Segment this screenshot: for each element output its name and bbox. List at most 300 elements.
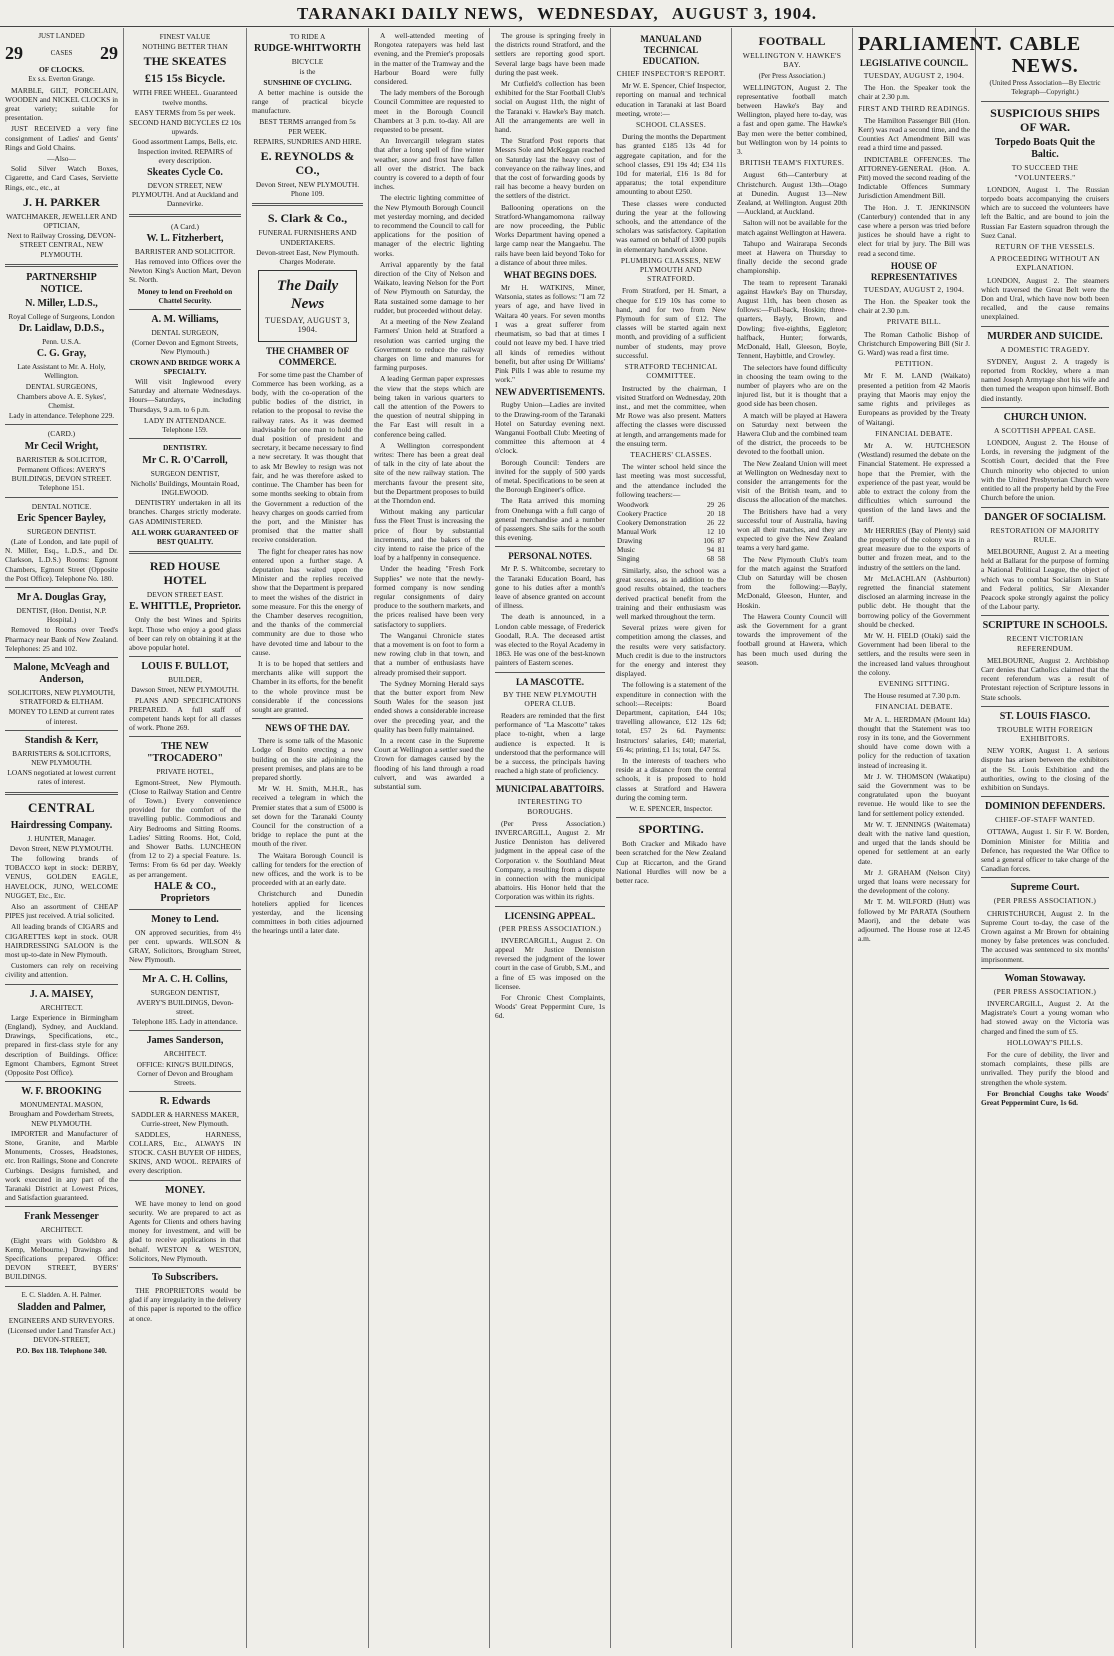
subscribers-body: THE PROPRIETORS would be glad if any irregularity in the delivery of this paper is reported to the office at once. xyxy=(129,1286,241,1323)
clark-address: Devon-street East, New Plymouth. Charges Moderate. xyxy=(256,247,359,267)
finest-value: FINEST VALUE xyxy=(159,32,211,41)
news-paragraph: For the cure of debility, the liver and stomach complaints, these pills are unrivalled. They purify the blood and strengthen the whole system. xyxy=(981,1050,1109,1087)
abattoirs-heading: MUNICIPAL ABATTOIRS. xyxy=(495,784,605,795)
news-paragraph: The New Plymouth Club's team for the match against the Stratford Club on Saturday will be chosen from the following:—Bayly, McDonald, Gleeson, Hunter, and Hoskin. xyxy=(737,554,847,610)
news-paragraph: MELBOURNE, August 2. At a meeting held at Ballarat for the purpose of forming a National Political League, the object of which was to combat Socialism in State and Federal politics, Sir Alexander Peacock spoke strongly against the policy of the Labour party. xyxy=(981,546,1109,612)
news-paragraph: The Britishers have had a very successful tour of Australia, having won all their matches, and they are expected to give the New Zealand teams a very hard game. xyxy=(737,506,847,553)
technical-subheading: CHIEF INSPECTOR'S REPORT. xyxy=(616,69,726,78)
divider xyxy=(981,615,1109,616)
private-bill-heading: PRIVATE BILL. xyxy=(886,317,942,327)
news-paragraph: At a meeting of the New Zealand Farmers' Union held at Stratford a resolution was carried urging the Government to reduce the railway charges on lime and manures for farming purposes. xyxy=(374,317,484,373)
divider xyxy=(129,1030,241,1031)
news-paragraph: For Bronchial Coughs take Woods' Great Peppermint Cure, 1s 6d. xyxy=(981,1088,1109,1108)
divider xyxy=(129,909,241,910)
sladden-role: ENGINEERS AND SURVEYORS. xyxy=(8,1315,115,1325)
dentistry-heading: DENTISTRY. xyxy=(162,443,208,453)
columns xyxy=(0,28,1114,1648)
cable-news-sub: (United Press Association—By Electric Telegraph—Copyright.) xyxy=(989,79,1101,97)
news-heading: NEWS OF THE DAY. xyxy=(265,723,350,734)
divider xyxy=(5,1286,118,1287)
divider xyxy=(129,309,241,310)
council-heading: LEGISLATIVE COUNCIL. xyxy=(859,58,969,68)
news-paragraph: August 6th—Canterbury at Christchurch. August 13th—Otago at Dunedin. August 13—New Zealand, at Wellington. August 20th—Auckland, at Auckland. xyxy=(737,170,847,217)
bullot-name: LOUIS F. BULLOT, xyxy=(141,661,229,673)
divider xyxy=(495,546,605,547)
column-2 xyxy=(124,28,247,1648)
clark-role: FUNERAL FURNISHERS AND UNDERTAKERS. xyxy=(258,228,357,247)
divider xyxy=(129,214,241,217)
news-paragraph: A Wellington correspondent writes: There has been a great deal of talk in the city of late about the site of the new railway station. The merchants favour the present site, but the Department proposes to build at the Thorndon end. xyxy=(374,440,484,505)
divider xyxy=(5,984,118,985)
gray-sub: Late Assistant to Mr. A. Holy, Wellington. xyxy=(17,362,106,381)
roll-cell: 26 xyxy=(706,518,715,527)
divider xyxy=(129,438,241,439)
money-body: ON approved securities, from 4½ per cent. upwards. WILSON & GRAY, Solicitors, Brougham Street, New Plymouth. xyxy=(129,927,241,965)
news-paragraph: A match will be played at Hawera on Saturday next between the Hawera Club and the combined team of the district, the proceeds to be devoted to the football union. xyxy=(737,410,847,457)
news-paragraph: LONDON, August 2. The House of Lords, in reversing the judgment of the Scottish Court, decided that the Free Church minority who objected to union with the United Presbyterian Church were entitled to all the property held by the Free Church before the union. xyxy=(981,438,1109,503)
divider xyxy=(252,718,363,719)
edwards-name: R. Edwards xyxy=(159,1096,211,1108)
news-paragraph: Salton will not be available for the match against Wellington at Hawera. xyxy=(737,218,847,237)
news-paragraph: INVERCARGILL, August 2. At the Magistrate's Court a young woman who had stowed away on the Victoria was charged and fined the sum of £5. xyxy=(981,999,1109,1036)
news-paragraph: In the interests of teachers who reside at a distance from the central schools, it is proposed to hold classes at Stratford and Hawera during the coming term. xyxy=(616,756,726,802)
spencer-role: SURGEON DENTIST. xyxy=(27,526,96,536)
news-paragraph: Tahupo and Wairarapa Seconds meet at Hawera on Thursday to finally decide the second grade championship. xyxy=(737,238,847,276)
news-paragraph: Rugby Union—Ladies are invited to the Drawing-room of the Taranaki Hotel on Saturday evening next. Wanganui Football Club: Meeting of committee this afternoon at 4 o'clock. xyxy=(495,400,605,456)
news-paragraph: Mr McLACHLAN (Ashburton) regretted the financial statement disclosed an alarming increase in the public debt. He thought that the borrowing policy of the Government should be checked. xyxy=(858,573,970,629)
whittle-body: Only the best Wines and Spirits kept. Those who enjoy a good glass of beer can rely on obtaining it at the above popular hotel. xyxy=(129,615,241,652)
news-paragraph: LONDON, August 1. The Russian torpedo boats accompanying the cruisers which are to succeed the volunteers have left the Baltic, and are bound to join the Russian Far Eastern squadron through the Suez Canal. xyxy=(981,184,1109,240)
inspector-signature: W. E. SPENCER, Inspector. xyxy=(629,804,713,814)
subscribers-heading: To Subscribers. xyxy=(151,1272,219,1284)
abattoirs-subheading: INTERESTING TO BOROUGHS. xyxy=(517,797,583,816)
malone-role: SOLICITORS, NEW PLYMOUTH, STRATFORD & ELTHAM. xyxy=(8,687,115,707)
financial2-heading: FINANCIAL DEBATE. xyxy=(875,702,953,712)
cable-news-heading: CABLE NEWS. xyxy=(1009,33,1081,77)
sladden-box: P.O. Box 118. Telephone 340. xyxy=(16,1345,107,1355)
mascotte-subheading: BY THE NEW PLYMOUTH OPERA CLUB. xyxy=(503,689,597,708)
trocadero-name: THE NEW "TROCADERO" xyxy=(146,741,224,765)
church-subheading: A SCOTTISH APPEAL CASE. xyxy=(993,425,1097,435)
collins-address: AVERY'S BUILDINGS, Devon-street. xyxy=(136,997,234,1017)
news-paragraph: Mr J. GRAHAM (Nelson City) urged that loans were necessary for the development of the colony. xyxy=(858,867,970,896)
williams-name: A. M. Williams, xyxy=(151,314,219,326)
average-cell: 18 xyxy=(717,509,725,518)
suspicious-heading: SUSPICIOUS SHIPS OF WAR. xyxy=(990,106,1100,135)
column-4 xyxy=(369,28,490,1648)
return-subheading: A PROCEEDING WITHOUT AN EXPLANATION. xyxy=(989,254,1101,273)
news-paragraph: The team to represent Taranaki against Hawke's Bay on Thursday, August 11th, has been chosen as follows:—Full-back, Hoskin; three-quarters, Bayly, Brown, and Dowling; five-eighths, Eggleton; halfback, Hunter; forwards, McDonald, Hall, Gleeson, Boyle, Tennent, Haybittle, and Crowley. xyxy=(737,277,847,361)
news-paragraph: Mr W. H. FIELD (Otaki) said the Government had been liberal to the settlers, and the results were seen in the increased land values throughout the colony. xyxy=(858,630,970,677)
licensing-heading: LICENSING APPEAL. xyxy=(504,910,596,921)
personal-heading: PERSONAL NOTES. xyxy=(508,551,592,562)
skeates-address: DEVON STREET, NEW PLYMOUTH. And at Auckland and Dannevirke. xyxy=(131,181,239,209)
rudge-ride: TO RIDE A xyxy=(289,32,326,41)
maisey-body: Large Experience in Birmingham (England), Sydney, and Auckland. Drawings, Specifications, etc., prepared in first-class style for any description of Buildings. Office: Egmont Chambers, Egmont Street (Opposite Post Office). xyxy=(5,1012,118,1078)
skeates-heading: THE SKEATES xyxy=(143,54,227,69)
collins-telephone: Telephone 185. Lady in attendance. xyxy=(132,1017,238,1027)
whittle-name: E. WHITTLE, Proprietor. xyxy=(129,601,241,613)
news-paragraph: INVERCARGILL, August 2. On appeal Mr Justice Denniston reversed the judgment of the lower court in the case of Grubb, S.M., and a fine of £5 was imposed on the licensee. xyxy=(495,935,605,991)
holloway-heading: HOLLOWAY'S PILLS. xyxy=(1006,1037,1084,1047)
murder-subheading: A DOMESTIC TRAGEDY. xyxy=(1000,344,1090,354)
central-body4: Customers can rely on receiving civility and attention. xyxy=(5,961,118,980)
dominion-subheading: CHIEF-OF-STAFF WANTED. xyxy=(994,815,1096,825)
news-paragraph: Borough Council: Tenders are invited for the supply of 500 yards of metal. Specifications to be seen at the Borough Engineer's office. xyxy=(495,457,605,495)
news-paragraph: Mr Cutfield's collection has been exhibited for the Star Football Club's social on August 11th, the night of the Taranaki v. Hawke's Bay match. All the arrangements are well in hand. xyxy=(495,79,605,135)
news-paragraph: For Chronic Chest Complaints, Woods' Great Peppermint Cure, 1s 6d. xyxy=(495,993,605,1021)
rudge-bicycle: BICYCLE xyxy=(291,57,324,67)
clock-left-number: 29 xyxy=(5,43,23,64)
malone-name: Malone, McVeagh and Anderson, xyxy=(13,661,110,685)
daily-news-logo: The Daily News xyxy=(276,278,339,313)
divider xyxy=(5,424,118,425)
news-paragraph: A leading German paper expresses the view that the steps which are being taken in various quarters to call the attention of the Powers to the question of neutral shipping in the Far East will result in a conference being called. xyxy=(374,374,484,439)
dental-telephone: Lady in attendance. Telephone 229. xyxy=(8,411,115,421)
central-body3: All leading brands of CIGARS and CIGARETTES kept in stock. OUR HAIRDRESSING SALOON is the most up-to-date in New Plymouth. xyxy=(5,922,118,959)
news-paragraph: Without making any particular fuss the Fleet Trust is increasing the price of flour by substantial increments, and the bakers of the city intend to raise the price of the loaf by a halfpenny in consequence. xyxy=(374,507,484,563)
council-date: TUESDAY, AUGUST 2, 1904. xyxy=(863,71,965,80)
roll-cell: 106 xyxy=(703,536,715,545)
maisey-name: J. A. MAISEY, xyxy=(29,988,94,1000)
news-paragraph: CHRISTCHURCH, August 2. In the Supreme Court to-day, the case of the Crown against a Mr Brown for obtaining money by false pretences was concluded. The accused was sentenced to six months' imprisonment. xyxy=(981,908,1109,964)
leader-paragraph: For some time past the Chamber of Commerce has been working, as a body, with the co-operation of the public bodies of the district, in relation to the proposal to revise the railway rates. As it was deemed inadvisable for one man to hold the dual position of president and secretary, it became necessary to find a new secretary. It was thought that to ask Mr Bewley to resign was not fair, and he was therefore asked to continue. The Chamber has been for some months seeking to obtain from the Government a reduction of the heavy charges on goods carried from the port, and the Minister has promised that the matter shall receive consideration. xyxy=(252,369,363,545)
divider xyxy=(981,326,1109,327)
divider xyxy=(5,1081,118,1082)
news-paragraph: Mr A. L. HERDMAN (Mount Ida) thought that the Statement was too rosy in its tone, and the Government should have come down with a policy for the reduction of taxation instead of increasing it. xyxy=(858,714,970,770)
financial-heading: FINANCIAL DEBATE. xyxy=(875,428,953,438)
divider xyxy=(129,1180,241,1181)
news-paragraph: Mr P. S. Whitcombe, secretary to the Taranaki Education Board, has gone to his duties after a month's leave of absence granted on account of illness. xyxy=(495,564,605,611)
news-paragraph: Mr A. W. HUTCHESON (Westland) resumed the debate on the Financial Statement. He expressed a hope that the Premier, with the experience of the past year, would be able to extract the colony from the difficulties which surround the question of the land laws and the tariff. xyxy=(858,440,970,524)
house-heading: HOUSE OF REPRESENTATIVES xyxy=(870,260,958,282)
roll-cell: 94 xyxy=(706,545,715,554)
reynolds-name: E. REYNOLDS & CO., xyxy=(260,149,355,178)
evening-heading: EVENING SITTING. xyxy=(878,678,950,688)
class-cell: Drawing xyxy=(617,536,643,545)
news-paragraph: Similarly, also, the school was a great success, as in addition to the good results obtained, the teachers derived practical benefit from the training and their enthusiasm was well marked throughout the term. xyxy=(616,565,726,621)
skeates-price: £15 15s Bicycle. xyxy=(144,71,226,86)
sladden-name: Sladden and Palmer, xyxy=(17,1301,106,1313)
divider xyxy=(981,407,1109,408)
brooking-body: IMPORTER and Manufacturer of Stone, Granite, and Marble Monuments, Crosses, Headstones, etc. Iron Railings, Stone and Concrete Curbings. Designs furnished, and work executed in any part of the Taranaki District at Lowest Prices, and Satisfaction guaranteed. xyxy=(5,1128,118,1203)
douglas-name: Mr A. Douglas Gray, xyxy=(17,591,106,603)
divider xyxy=(5,587,118,588)
central-body2: Also an assortment of CHEAP PIPES just received. A trial solicited. xyxy=(5,901,118,921)
daily-news-logo-box xyxy=(258,270,357,341)
clock-top: JUST LANDED xyxy=(38,32,85,40)
news-paragraph: A well-attended meeting of Rongotea ratepayers was held last evening, and the Premier's proposals in the matter of the Tramway and the Harbour Board were fully considered. xyxy=(374,31,484,87)
dental-address: Chambers above A. E. Sykes', Chemist. xyxy=(17,391,106,411)
average-cell: 22 xyxy=(717,518,725,527)
news-paragraph: The death is announced, in a London cable message, of Frederick Goodall, R.A. The deceased artist was elected to the Royal Academy in 1863. He was one of the best-known painters of Eastern scenes. xyxy=(495,612,605,668)
divider xyxy=(5,264,118,267)
news-paragraph: MELBOURNE, August 2. Archbishop Carr denies that Catholics claimed that the recent referendum was a result of Protestant rejection of Scripture lessons in State schools. xyxy=(981,655,1109,702)
dominion-heading: DOMINION DEFENDERS. xyxy=(984,801,1105,813)
divider xyxy=(981,877,1109,878)
fitzherbert-role: BARRISTER AND SOLICITOR. xyxy=(134,246,236,256)
edwards-body: SADDLES, HARNESS, COLLARS, Etc., ALWAYS IN STOCK. CASH BUYER OF HIDES, SKINS, AND WOOL. REPAIRS of every description. xyxy=(129,1129,241,1176)
central-manager: J. HUNTER, Manager. xyxy=(27,833,96,843)
news-paragraph: WELLINGTON, August 2. The representative football match between Hawke's Bay and Wellington, played here to-day, was a fast and open game. The Hawke's Bay men were the better combined, but Wellington won by 14 points to 3. xyxy=(737,82,847,157)
divider xyxy=(616,817,726,818)
news-paragraph: Under the heading "Fresh Fork Supplies" we note that the newly-formed company is now sending regular consignments of dairy produce to the southern markets, and the prices realised have been very satisfactory to suppliers. xyxy=(374,564,484,629)
news-paragraph: There is some talk of the Masonic Lodge of Bonito erecting a new building on the site adjoining the present premises, and plans are to be prepared shortly. xyxy=(252,736,363,782)
wright-address: Permanent Offices: AVERY'S BUILDINGS, DEVON STREET. Telephone 151. xyxy=(11,464,112,493)
standish-name: Standish & Kerr, xyxy=(24,734,99,746)
divider xyxy=(981,706,1109,707)
succeed-heading: TO SUCCEED THE "VOLUNTEERS." xyxy=(1011,163,1079,182)
news-paragraph: The Sydney Morning Herald says that the butter export from New South Wales for the season just ended shows a considerable increase over the preceding year, and the quality has been fully maintained. xyxy=(374,678,484,734)
news-paragraph: The Wanganui Chronicle states that a movement is on foot to form a new rowing club in that town, and that a number of enthusiasts have already promised their support. xyxy=(374,630,484,677)
plumbing-heading: PLUMBING CLASSES, NEW PLYMOUTH AND STRATFORD. xyxy=(620,255,722,284)
divider xyxy=(129,969,241,970)
maisey-role: ARCHITECT. xyxy=(40,1002,83,1012)
parliament-heading: PARLIAMENT. xyxy=(858,33,1003,55)
news-paragraph: SYDNEY, August 2. A tragedy is reported from Rockley, where a man named Joseph Armytage shot his wife and then turned the weapon upon himself. Both died instantly. xyxy=(981,356,1109,403)
danger-subheading: RESTORATION OF MAJORITY RULE. xyxy=(990,525,1100,544)
miller-sub: Royal College of Surgeons, London xyxy=(8,311,115,321)
licensing-subheading: (PER PRESS ASSOCIATION.) xyxy=(498,923,602,933)
reynolds-address: Devon Street, NEW PLYMOUTH. Phone 109. xyxy=(255,180,360,199)
class-cell: Manual Work xyxy=(617,527,657,536)
news-paragraph: Mr W. T. JENNINGS (Waitemata) dealt with the native land question, and urged that the lands should be opened for settlement at an early date. xyxy=(858,819,970,866)
news-paragraph: Mr H. WATKINS, Miner, Watsonia, states as follows: "I am 72 years of age, and have lived in Waitara 40 years. For seven months I was a great sufferer from rheumatism, so bad that at times I could not leave my bed. I have tried all kinds of remedies without benefit, but after using Dr Williams' Pink Pills I was able to resume my work." xyxy=(495,283,605,385)
money2-heading: MONEY. xyxy=(165,1184,205,1196)
masthead-day: WEDNESDAY, xyxy=(537,4,659,23)
masthead xyxy=(0,4,1114,27)
messenger-name: Frank Messenger xyxy=(24,1211,99,1223)
news-paragraph: The Hon. the Speaker took the chair at 2.30 p.m. xyxy=(858,83,970,102)
table-row xyxy=(616,528,726,537)
average-cell: 26 xyxy=(717,500,725,509)
central-address: Devon Street, NEW PLYMOUTH. xyxy=(9,843,114,853)
rudge-repairs: REPAIRS, SUNDRIES AND HIRE. xyxy=(253,136,362,146)
masthead-paper: TARANAKI DAILY NEWS, xyxy=(297,4,524,23)
brooking-role: MONUMENTAL MASON, Brougham and Powderham Streets, NEW PLYMOUTH. xyxy=(9,1100,114,1128)
news-paragraph: The winter school held since the last meeting was most successful, and the attendance included the following teachers:— xyxy=(616,462,726,499)
edwards-role: SADDLER & HARNESS MAKER, Currie-street, New Plymouth. xyxy=(131,1110,239,1129)
hale-name: HALE & CO., Proprietors xyxy=(154,880,216,904)
technical-heading: MANUAL AND TECHNICAL EDUCATION. xyxy=(640,34,702,66)
news-paragraph: The selectors have found difficulty in choosing the team owing to the number of players who are on the injured list, but it is thought that a good side has been chosen. xyxy=(737,362,847,409)
class-table xyxy=(616,501,726,564)
news-paragraph: Mr T. M. WILFORD (Hutt) was followed by Mr PARATA (Southern Maori), and the debate was adjourned. The House rose at 12.45 a.m. xyxy=(858,897,970,944)
spencer-body: (Late of London, and late pupil of N. Miller, Esq., L.D.S., and Dr. Clarkson, L.D.S.) Rooms: Egmont Chambers, Egmont Street (Opposite the Post Office). Telephone No. 180. xyxy=(5,536,118,583)
news-paragraph: The Roman Catholic Bishop of Christchurch Empowering Bill (Sir J. G. Ward) was read a first time. xyxy=(858,329,970,358)
stratford-heading: STRATFORD TECHNICAL COMMITTEE. xyxy=(624,362,718,381)
news-paragraph: Several prizes were given for competition among the classes, and the results were very satisfactory. Much credit is due to the instructors for the energy and interest they displayed. xyxy=(616,623,726,679)
wright-name: Mr Cecil Wright, xyxy=(24,440,99,452)
murder-heading: MURDER AND SUICIDE. xyxy=(987,330,1103,342)
news-paragraph: Mr J. W. THOMSON (Wakatipu) said the Government was to be congratulated upon the buoyant revenue. He would like to see the land for settlement policy extended. xyxy=(858,771,970,818)
clock-right-number: 29 xyxy=(99,43,118,64)
petition-heading: PETITION. xyxy=(894,359,934,369)
news-paragraph: INDICTABLE OFFENCES. The ATTORNEY-GENERAL (Hon. A. Pitt) moved the second reading of the Indictable Offences Summary Jurisdiction Amendment Bill. xyxy=(858,154,970,201)
press-association: (Per Press Association.) xyxy=(758,72,826,81)
table-row xyxy=(616,519,726,528)
news-paragraph: The following is a statement of the expenditure in connection with the school:—Receipts: Board Department, capitation, £44 10s; travelling allowance, £12 12s 6d; total, £57 2s 6d. Payments: Instructors' salaries, £40; material, £6 4s; printing, £1 1s; total, £47 5s. xyxy=(616,680,726,754)
news-paragraph: In a recent case in the Supreme Court at Wellington a settler sued the Crown for damages caused by the flooding of his land through a road culvert, and was awarded a substantial sum. xyxy=(374,736,484,792)
news-paragraph: Arrival apparently by the fatal direction of the City of Nelson and Waikato, leaving Nelson for the Port of New Plymouth on Saturday, the Rata sustained some damage to her rudder, but proceeded without delay. xyxy=(374,259,484,315)
divider xyxy=(5,1206,118,1207)
rudge-is: is the xyxy=(299,67,316,77)
news-paragraph: The lady members of the Borough Council Committee are requested to meet in the Borough Council Chambers at 3 p.m. to-day. All are requested to be present. xyxy=(374,88,484,135)
divider xyxy=(495,672,605,673)
news-paragraph: The electric lighting committee of the New Plymouth Borough Council met yesterday morning, and decided to recommend the Council to call for applications for the position of manager of the electric lighting works. xyxy=(374,193,484,258)
table-row xyxy=(616,555,726,564)
news-paragraph: The grouse is springing freely in the districts round Stratford, and the settlers are reporting good sport. Several large bags have been made during the past week. xyxy=(495,31,605,77)
redhouse-address: DEVON STREET EAST. xyxy=(146,590,224,600)
collins-name: Mr A. C. H. Collins, xyxy=(142,973,228,985)
sporting-heading: SPORTING. xyxy=(638,822,704,837)
average-cell: 87 xyxy=(717,536,725,545)
malone-body: MONEY TO LEND at current rates of interest. xyxy=(8,707,115,726)
divider xyxy=(5,730,118,731)
column-6 xyxy=(611,28,732,1648)
douglas-body: Removed to Rooms over Teed's Pharmacy near Bank of New Zealand. Telephones: 25 and 102. xyxy=(5,625,118,653)
masthead-date: AUGUST 3, 1904. xyxy=(671,4,817,23)
house-date: TUESDAY, AUGUST 2, 1904. xyxy=(863,284,965,294)
brooking-name: W. F. BROOKING xyxy=(21,1086,102,1098)
divider xyxy=(981,507,1109,508)
average-cell: 10 xyxy=(717,527,725,536)
standish-role: BARRISTERS & SOLICITORS, NEW PLYMOUTH. xyxy=(12,748,111,767)
table-row xyxy=(616,501,726,510)
sanderson-role: ARCHITECT. xyxy=(163,1049,207,1059)
table-row xyxy=(616,546,726,555)
readings-heading: FIRST AND THIRD READINGS. xyxy=(858,103,970,113)
church-heading: CHURCH UNION. xyxy=(1003,411,1087,423)
class-cell: Music xyxy=(617,545,635,554)
clock-body: MARBLE, GILT, PORCELAIN, WOODEN and NICKEL CLOCKS in great variety; suitable for presentation. xyxy=(5,85,118,123)
divider xyxy=(129,1091,241,1092)
divider xyxy=(129,736,241,737)
sladden-body: (Licensed under Land Transfer Act.) DEVON-STREET, xyxy=(7,1326,116,1345)
news-paragraph: The Hamilton Passenger Bill (Hon. Kerr) was read a second time, and the Counties Act Amendment Bill was read a third time and passed. xyxy=(858,115,970,153)
daily-news-date: TUESDAY, AUGUST 3, 1904. xyxy=(265,316,350,335)
messenger-body: (Eight years with Goldsbro & Kemp, Melbourne.) Drawings and Specifications prepared. Office: DEVON STREET, BYERS' BUILDINGS. xyxy=(5,1235,118,1282)
williams-lady: LADY IN ATTENDANCE. Telephone 159. xyxy=(143,415,227,435)
card-label: (CARD.) xyxy=(47,429,76,439)
sladden-names: E. C. Sladden. A. H. Palmer. xyxy=(21,1290,102,1299)
wright-role: BARRISTER & SOLICITOR, xyxy=(16,454,107,464)
class-cell: Woodwork xyxy=(617,500,649,509)
divider xyxy=(495,779,605,780)
news-paragraph: From Stratford, per H. Smart, a cheque for £19 10s has come to hand, and for two from New Plymouth for sum of £12. The classes will be started again next month, and providing of a sufficient number of students, may prove successful. xyxy=(616,286,726,360)
clock-ship: Ex s.s. Everton Grange. xyxy=(28,75,95,84)
central-heading: CENTRAL xyxy=(27,799,96,815)
news-paragraph: The Hawera County Council will ask the Government for a grant towards the improvement of the football ground at Hawera, which has been much used during the season. xyxy=(737,611,847,667)
news-paragraph: The Rata arrived this morning from Onehunga with a full cargo of general merchandise and a number of passengers. She sails for the south this evening. xyxy=(495,496,605,543)
williams-role: DENTAL SURGEON, xyxy=(151,328,219,338)
news-paragraph: The New Zealand Union will meet at Wellington on Wednesday next to consider the arrangements for the visit of the British team, and to discuss the allocation of the matches. xyxy=(737,458,848,505)
douglas-role: DENTIST, (Hon. Dentist, N.P. Hospital.) xyxy=(16,605,107,625)
williams-body: CROWN AND BRIDGE WORK A SPECIALTY. xyxy=(129,357,241,376)
parker-address: Next to Railway Crossing, DEVON-STREET CENTRAL, NEW PLYMOUTH. xyxy=(7,231,116,259)
news-paragraph: Mr W. H. Smith, M.H.R., has received a telegram in which the Premier states that a sum of £5000 is set down for the Taranaki County Council for the construction of a bridge to replace the punt at the mouth of the river. xyxy=(252,784,363,849)
sanderson-name: James Sanderson, xyxy=(146,1035,224,1047)
bullot-role: BUILDER, xyxy=(168,675,202,685)
central-subheading: Hairdressing Company. xyxy=(10,819,113,831)
trocadero-body: Egmont-Street, New Plymouth. (Close to Railway Station and Centre of Town.) Every convenience provided for the comfort of the travelling public. Commodious and Airy Bedrooms and Sitting Rooms. Ladies' Sitting Rooms. Hot, Cold, and Shower Baths. LUNCHEON (from 12 to 2) a special Feature. 1s. Terms: From 6s 6d per day. Weekly as per arrangement. xyxy=(129,777,241,879)
central-body: The following brands of TOBACCO kept in stock: DERBY, VENUS, GOLDEN EAGLE, HAVELOCK, JUNO, WELCOME NUGGET, Etc., Etc. xyxy=(5,853,118,900)
news-paragraph: Ballooning operations on the Stratford-Whangamomona railway are now proceeding, the Public Works Department having opened a large camp near the Mangaehu. The rails have been laid beyond Toko for a distance of about three miles. xyxy=(495,202,605,267)
clock-word: OF CLOCKS. xyxy=(39,65,84,75)
supreme-subheading: (PER PRESS ASSOCIATION.) xyxy=(993,896,1097,906)
williams-address: (Corner Devon and Egmont Streets, New Plymouth.) xyxy=(131,338,239,357)
news-paragraph: The Hon. the Speaker took the chair at 2.30 p.m. xyxy=(858,297,970,316)
football-heading: FOOTBALL xyxy=(758,34,826,48)
louis-subheading: TROUBLE WITH FOREIGN EXHIBITORS. xyxy=(996,724,1094,743)
clock-also: —Also— xyxy=(47,154,76,164)
money-heading: Money to Lend. xyxy=(151,913,219,925)
divider xyxy=(129,551,241,554)
rudge-terms: BEST TERMS arranged from 5s PER WEEK. xyxy=(259,117,356,136)
ocarroll-body2: ALL WORK GUARANTEED OF BEST QUALITY. xyxy=(131,527,239,546)
trocadero-role: PRIVATE HOTEL, xyxy=(156,767,214,777)
news-paragraph: Mr F. M. LAND (Waikato) presented a petition from 42 Maoris praying that Maoris may enjoy the same rights and privileges as Europeans as provided by the Treaty of Waitangi. xyxy=(858,371,970,427)
divider xyxy=(981,101,1109,102)
parker-name: J. H. PARKER xyxy=(22,194,101,209)
dental-surgeons: DENTAL SURGEONS, xyxy=(25,381,98,391)
news-paragraph: An Invercargill telegram states that after a long spell of fine winter weather, snow and frost have fallen all over the district. The back country is covered to a depth of four inches. xyxy=(374,136,484,192)
williams-body2: Will visit Inglewood every Saturday and alternate Wednesdays. Hours—Saturdays, including Thursdays, 9 a.m. to 6 p.m. xyxy=(129,377,241,414)
leader-paragraph: It is to be hoped that settlers and merchants alike will support the Chamber in its efforts, for the benefit to the whole province must be considerable if the concessions sought are granted. xyxy=(252,658,363,714)
news-paragraph: The Waitara Borough Council is calling for tenders for the erection of new offices, and the work is to be proceeded with at an early date. xyxy=(252,850,363,888)
clock-body2: JUST RECEIVED a very fine consignment of Ladies' and Gents' Rings and Gold Chains. xyxy=(5,124,118,152)
spencer-heading: DENTAL NOTICE. xyxy=(31,501,92,511)
news-paragraph: The Hon. J. T. JENKINSON (Canterbury) contended that in any case where a person was tried before justices he should have a right to elect for trial by jury. The Bill was read a second time. xyxy=(858,202,970,258)
ocarroll-address: Nicholls' Buildings, Mountain Road, INGLEWOOD. xyxy=(130,478,240,497)
ocarroll-name: Mr C. R. O'Carroll, xyxy=(142,454,228,466)
column-5 xyxy=(490,28,611,1648)
ocarroll-body: DENTISTRY undertaken in all its branches. Charges strictly moderate. GAS ADMINISTERED. xyxy=(129,498,241,526)
nothing-better: NOTHING BETTER THAN xyxy=(142,42,228,52)
stowaway-heading: Woman Stowaway. xyxy=(1004,972,1086,984)
return-heading: RETURN OF THE VESSELS. xyxy=(995,242,1095,252)
rudge-body: A better machine is outside the range of practical bicycle manufacture. xyxy=(252,87,363,116)
news-paragraph: Mr HERRIES (Bay of Plenty) said the prosperity of the colony was in a great measure due to the exports of butter and frozen meat, and to the industry of the settlers on the land. xyxy=(858,525,970,572)
standish-body: LOANS negotiated at lowest current rates of interest. xyxy=(7,768,116,787)
roll-cell: 29 xyxy=(706,500,715,509)
skeates-company: Skeates Cycle Co. xyxy=(147,167,223,179)
news-paragraph: (Per Press Association.) INVERCARGILL, August 2. Mr Justice Denniston has delivered judgment in the appeal case of the Corporation v. the Southland Meat Company, a resulting from a dispute in connection with the municipal abattoirs. His Honor held that the Corporation was within its rights. xyxy=(495,818,605,902)
fitzherbert-body: Has removed into Offices over the Newton King's Auction Mart, Devon St. North. xyxy=(129,257,241,285)
ocarroll-role: SURGEON DENTIST, xyxy=(150,468,220,478)
parker-role: WATCHMAKER, JEWELLER AND OPTICIAN, xyxy=(6,211,117,231)
column-7 xyxy=(732,28,853,1648)
divider xyxy=(5,657,118,658)
table-row xyxy=(616,510,726,519)
skeates-lamps: Good assortment Lamps, Bells, etc. Inspection invited. REPAIRS of every description. xyxy=(132,137,238,165)
roll-cell: 12 xyxy=(706,527,715,536)
fitzherbert-name: W. L. Fitzherbert, xyxy=(146,232,224,244)
spencer-name: Eric Spencer Bayley, xyxy=(17,512,106,524)
torpedo-heading: Torpedo Boats Quit the Baltic. xyxy=(995,137,1095,161)
fitzherbert-money: Money to lend on Freehold on Chattel Security. xyxy=(137,286,233,305)
partnership-heading: PARTNERSHIP NOTICE. xyxy=(26,271,97,295)
stowaway-subheading: (PER PRESS ASSOCIATION.) xyxy=(993,986,1097,996)
football-subheading: WELLINGTON V. HAWKE'S BAY. xyxy=(742,51,842,70)
mascotte-heading: LA MASCOTTE. xyxy=(515,676,584,687)
divider xyxy=(981,968,1109,969)
news-paragraph: Instructed by the chairman, I visited Stratford on Wednesday, 20th inst., and met the committee, when Mr Rowe was also present. Matters affecting the classes were discussed at length, and arrangements made for the ensuing term. xyxy=(616,383,726,448)
skeates-second: SECOND HAND BICYCLES £2 10s upwards. xyxy=(129,118,241,137)
clock-body3: Solid Silver Watch Boxes, Cigarette, and Card Cases, Serviette Rings, etc., etc., at xyxy=(5,164,118,192)
gray-name: C. G. Gray, xyxy=(36,348,87,360)
news-paragraph: The Stratford Post reports that Messrs Sole and McKeggan reached on Saturday last the heavy cost of conveyance on the railway lines, and that the cost of forwarding goods by rail has become a heavy burden on the settlers of the district. xyxy=(495,136,605,201)
